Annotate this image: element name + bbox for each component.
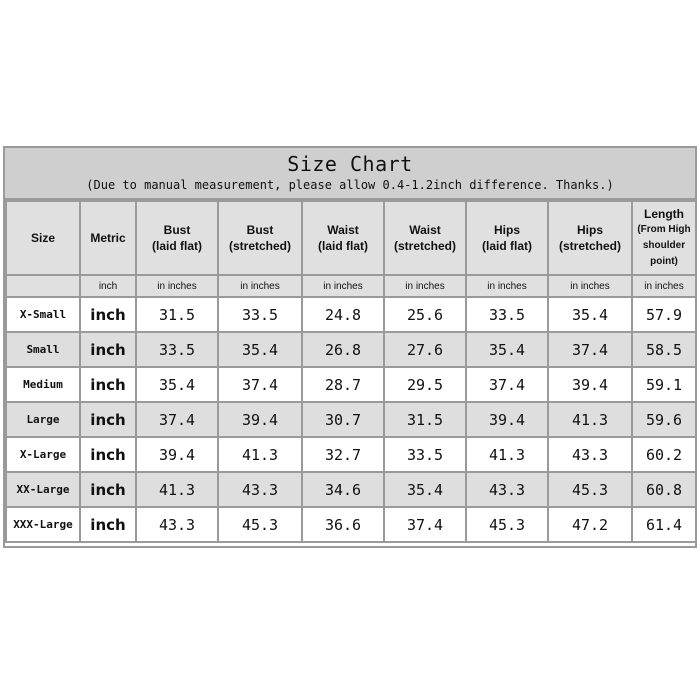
metric-cell: inch: [80, 367, 136, 402]
table-row: [6, 437, 696, 472]
chart-title: Size Chart: [287, 152, 413, 176]
column-header-line: Metric: [90, 231, 126, 245]
column-header-line: (From High: [637, 224, 691, 235]
measurement-cell: 60.2: [632, 437, 696, 472]
size-label-cell: X-Small: [6, 297, 80, 332]
measurement-cell: 24.8: [302, 297, 384, 332]
measurement-cell: 37.4: [218, 367, 302, 402]
size-chart: [3, 146, 697, 548]
metric-cell: inch: [80, 332, 136, 367]
column-header-line: shoulder: [642, 240, 686, 251]
measurement-cell: 30.7: [302, 402, 384, 437]
column-header: [80, 201, 136, 275]
measurement-cell: 45.3: [218, 507, 302, 542]
table-row: [6, 402, 696, 437]
metric-cell: inch: [80, 507, 136, 542]
measurement-cell: 34.6: [302, 472, 384, 507]
chart-subtitle: (Due to manual measurement, please allow 0.4-1.2inch difference. Thanks.): [86, 178, 614, 192]
measurement-cell: 43.3: [218, 472, 302, 507]
header-row: [6, 201, 696, 275]
measurement-cell: 61.4: [632, 507, 696, 542]
measurement-cell: 60.8: [632, 472, 696, 507]
measurement-cell: 37.4: [384, 507, 466, 542]
column-header: [136, 201, 218, 275]
measurement-cell: 31.5: [384, 402, 466, 437]
table-row: [6, 367, 696, 402]
table-body: [6, 297, 696, 542]
measurement-cell: 35.4: [136, 367, 218, 402]
measurement-cell: 32.7: [302, 437, 384, 472]
metric-cell: inch: [80, 297, 136, 332]
column-header-line: (laid flat): [318, 239, 368, 253]
metric-cell: inch: [80, 402, 136, 437]
measurement-cell: 37.4: [548, 332, 632, 367]
column-header-line: Waist: [409, 223, 441, 237]
size-table: [5, 200, 697, 543]
unit-cell: in inches: [466, 275, 548, 297]
measurement-cell: 33.5: [136, 332, 218, 367]
column-header-line: Hips: [493, 223, 520, 237]
size-label-cell: XXX-Large: [6, 507, 80, 542]
column-header-line: Hips: [576, 223, 603, 237]
measurement-cell: 39.4: [136, 437, 218, 472]
measurement-cell: 45.3: [466, 507, 548, 542]
measurement-cell: 35.4: [218, 332, 302, 367]
measurement-cell: 25.6: [384, 297, 466, 332]
column-header-line: point): [650, 256, 678, 267]
title-band: [5, 148, 695, 200]
measurement-cell: 59.1: [632, 367, 696, 402]
measurement-cell: 33.5: [218, 297, 302, 332]
measurement-cell: 37.4: [136, 402, 218, 437]
column-header: [548, 201, 632, 275]
measurement-cell: 58.5: [632, 332, 696, 367]
measurement-cell: 31.5: [136, 297, 218, 332]
metric-cell: inch: [80, 472, 136, 507]
measurement-cell: 59.6: [632, 402, 696, 437]
size-label-cell: Large: [6, 402, 80, 437]
measurement-cell: 35.4: [384, 472, 466, 507]
column-header-line: Bust: [163, 223, 191, 237]
size-label-cell: Small: [6, 332, 80, 367]
measurement-cell: 45.3: [548, 472, 632, 507]
measurement-cell: 41.3: [218, 437, 302, 472]
measurement-cell: 43.3: [136, 507, 218, 542]
measurement-cell: 35.4: [548, 297, 632, 332]
column-header: [218, 201, 302, 275]
column-header: [6, 201, 80, 275]
measurement-cell: 29.5: [384, 367, 466, 402]
size-label-cell: XX-Large: [6, 472, 80, 507]
measurement-cell: 43.3: [466, 472, 548, 507]
unit-cell: [6, 275, 80, 297]
measurement-cell: 41.3: [548, 402, 632, 437]
column-header: [384, 201, 466, 275]
table-row: [6, 297, 696, 332]
measurement-cell: 26.8: [302, 332, 384, 367]
unit-cell: in inches: [548, 275, 632, 297]
unit-cell: in inches: [384, 275, 466, 297]
measurement-cell: 39.4: [218, 402, 302, 437]
measurement-cell: 37.4: [466, 367, 548, 402]
measurement-cell: 41.3: [466, 437, 548, 472]
column-header-line: (stretched): [558, 239, 621, 253]
column-header-line: Bust: [246, 223, 274, 237]
measurement-cell: 28.7: [302, 367, 384, 402]
column-header: [466, 201, 548, 275]
size-label-cell: Medium: [6, 367, 80, 402]
measurement-cell: 33.5: [384, 437, 466, 472]
table-row: [6, 332, 696, 367]
unit-cell: in inches: [302, 275, 384, 297]
column-header-line: (stretched): [228, 239, 291, 253]
measurement-cell: 39.4: [466, 402, 548, 437]
measurement-cell: 36.6: [302, 507, 384, 542]
measurement-cell: 39.4: [548, 367, 632, 402]
measurement-cell: 27.6: [384, 332, 466, 367]
table-row: [6, 507, 696, 542]
column-header-line: Size: [30, 231, 55, 245]
metric-cell: inch: [80, 437, 136, 472]
unit-cell: inch: [80, 275, 136, 297]
measurement-cell: 41.3: [136, 472, 218, 507]
column-header-line: (laid flat): [482, 239, 532, 253]
table-row: [6, 472, 696, 507]
unit-cell: in inches: [218, 275, 302, 297]
column-header-line: Waist: [327, 223, 359, 237]
column-header: [632, 201, 696, 275]
measurement-cell: 35.4: [466, 332, 548, 367]
column-header-line: Length: [644, 207, 684, 221]
unit-cell: in inches: [136, 275, 218, 297]
unit-row: [6, 275, 696, 297]
measurement-cell: 57.9: [632, 297, 696, 332]
column-header: [302, 201, 384, 275]
column-header-line: (laid flat): [152, 239, 202, 253]
measurement-cell: 47.2: [548, 507, 632, 542]
size-label-cell: X-Large: [6, 437, 80, 472]
measurement-cell: 43.3: [548, 437, 632, 472]
column-header-line: (stretched): [393, 239, 456, 253]
measurement-cell: 33.5: [466, 297, 548, 332]
unit-cell: in inches: [632, 275, 696, 297]
